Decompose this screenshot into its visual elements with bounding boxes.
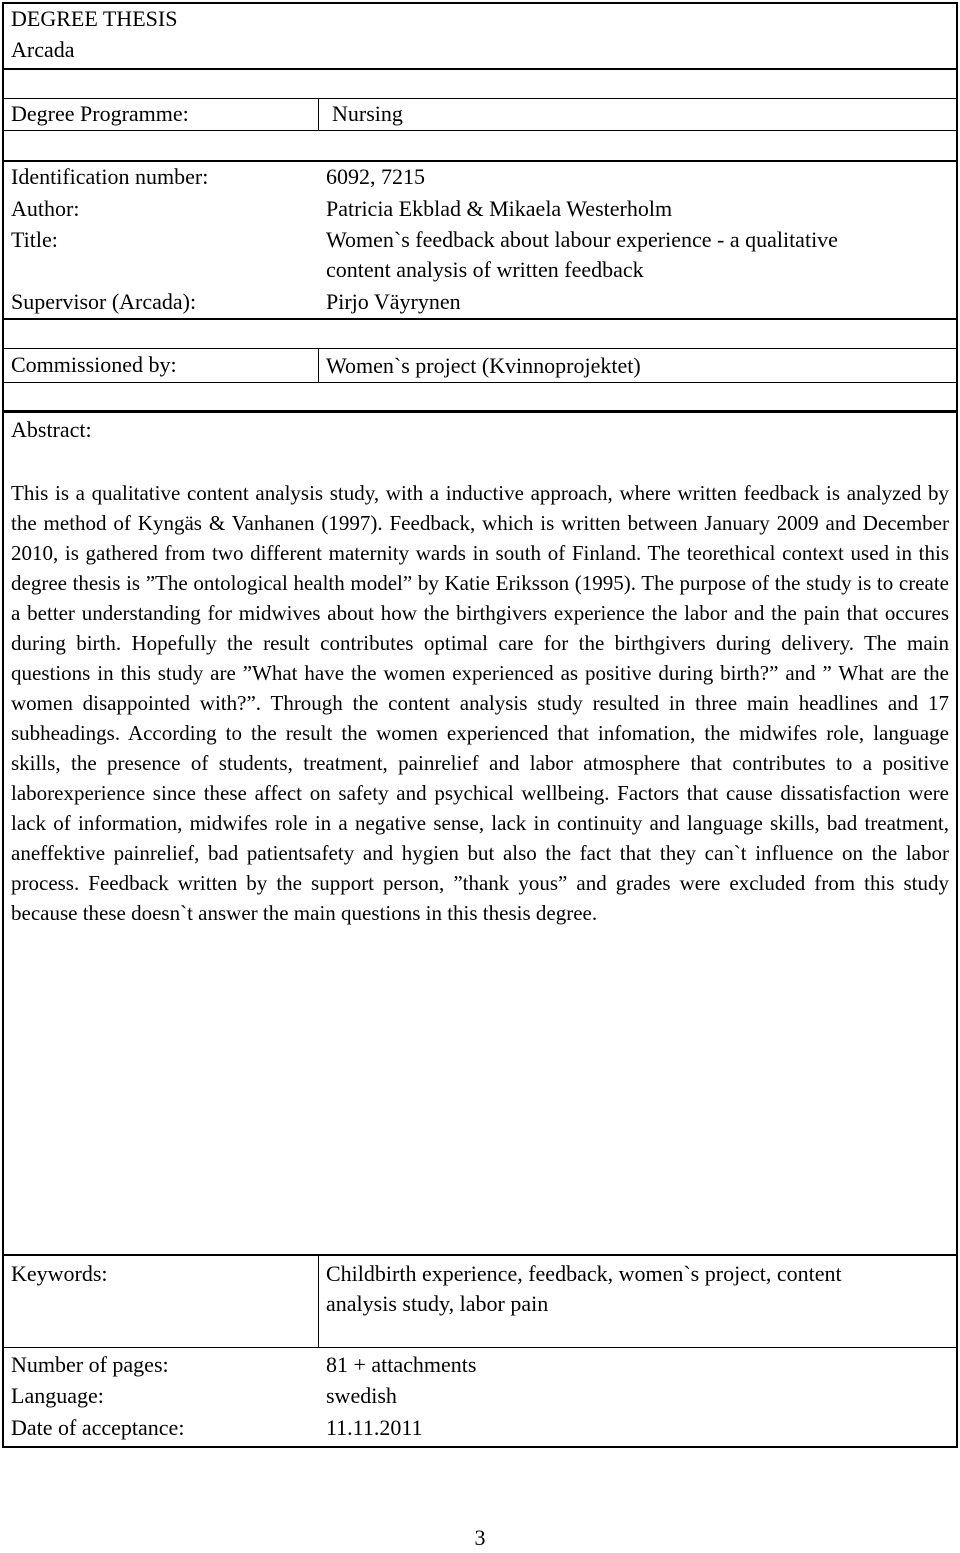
rule-programme-bottom [2, 130, 958, 131]
rule-keywords-bottom [2, 1347, 958, 1348]
title-label: Title: [11, 227, 58, 252]
abstract-text: This is a qualitative content analysis study, with a inductive approach, where written feedback is analyzed by the method of Kyngäs & Vanhanen (1997). Feedback, which is written between January 2009 and December 2010, is gathered from two different maternity wards in south of Finland. The teorethical context used in this degree thesis is ”The ontological health model” by Katie Eriksson (1995). The purpose of the study is to create a better understanding for midwives about how the birthgivers experience the labor and the pain that occures during birth. Hopefully the result contributes optimal care for the birthgivers during delivery. The main questions in this study are ”What have the women experienced as positive during birth?” and ” What are the women disappointed with?”. Through the content analysis study resulted in three main headlines and 17 subheadings. According to the result the women experienced that infomation, the midwifes role, language skills, the presence of students, treatment, painrelief and labor atmosphere that contributes to a positive laborexperience since these affect on safety and psychical wellbeing. Factors that cause dissatisfaction were lack of information, midwifes role in a negative sense, lack in continuity and language skills, bad treatment, aneffektive painrelief, bad patientsafety and hygien but also the fact that they can`t influence on the labor process. Feedback written by the support person, ”thank yous” and grades were excluded from this study because these doesn`t answer the main questions in this thesis degree. [11, 481, 949, 925]
rule-header [2, 68, 958, 70]
institution-name: Arcada [11, 37, 75, 62]
title-value-line1: Women`s feedback about labour experience - a qualitative [326, 227, 838, 252]
supervisor-label: Supervisor (Arcada): [11, 289, 197, 314]
rule-commissioned-bottom [2, 382, 958, 383]
commissioned-label: Commissioned by: [11, 352, 177, 377]
programme-value: Nursing [332, 101, 403, 126]
identification-value: 6092, 7215 [326, 164, 425, 189]
author-label: Author: [11, 196, 80, 221]
title-value-line2: content analysis of written feedback [326, 257, 644, 282]
acceptance-value: 11.11.2011 [326, 1415, 423, 1440]
abstract-body [11, 478, 949, 928]
acceptance-label: Date of acceptance: [11, 1415, 185, 1440]
language-value: swedish [326, 1383, 397, 1408]
identification-label: Identification number: [11, 164, 209, 189]
abstract-label: Abstract: [11, 417, 92, 442]
rule-keywords-top [2, 1254, 958, 1256]
keywords-value-line1: Childbirth experience, feedback, women`s project, content [326, 1261, 842, 1286]
page-number: 3 [474, 1525, 486, 1550]
language-label: Language: [11, 1383, 104, 1408]
thesis-type-heading: DEGREE THESIS [11, 6, 178, 31]
keywords-value-line2: analysis study, labor pain [326, 1291, 549, 1316]
keywords-label: Keywords: [11, 1261, 108, 1286]
rule-commissioned-top [2, 348, 958, 349]
pages-label: Number of pages: [11, 1352, 169, 1377]
author-value: Patricia Ekblad & Mikaela Westerholm [326, 196, 673, 221]
rule-abstract-top [2, 410, 958, 413]
rule-fields-bottom [2, 318, 958, 320]
divider-programme [318, 98, 319, 131]
pages-value: 81 + attachments [326, 1352, 477, 1377]
programme-label: Degree Programme: [11, 101, 189, 126]
commissioned-value: Women`s project (Kvinnoprojektet) [326, 353, 641, 378]
supervisor-value: Pirjo Väyrynen [326, 289, 461, 314]
divider-keywords [318, 1254, 319, 1348]
divider-commissioned [318, 348, 319, 383]
